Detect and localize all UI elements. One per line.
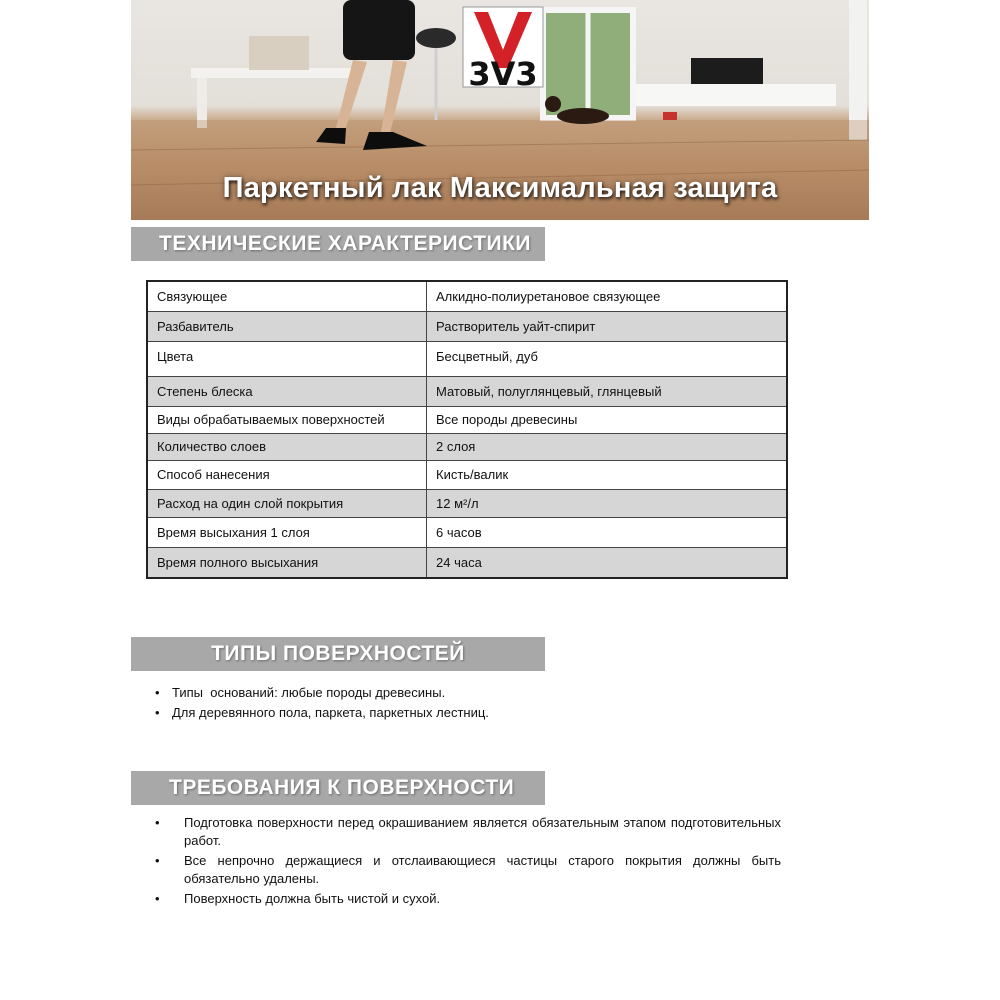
spec-value: 6 часов [427,517,788,547]
spec-label: Время полного высыхания [147,547,427,578]
spec-label: Расход на один слой покрытия [147,489,427,517]
brand-logo [462,6,544,88]
table-row [147,517,787,547]
requirements-section-header: ТРЕБОВАНИЯ К ПОВЕРХНОСТИ [131,771,545,805]
spec-value: Растворитель уайт-спирит [427,311,788,341]
spec-label: Способ нанесения [147,460,427,489]
spec-label: Количество слоев [147,433,427,460]
spec-value: Все породы древесины [427,406,788,433]
logo-text: 3V3 [468,55,538,88]
spec-value: 2 слоя [427,433,788,460]
table-row [147,489,787,517]
list-item: • Для деревянного пола, паркета, паркетных лестниц. [155,703,489,723]
specs-section-header: ТЕХНИЧЕСКИЕ ХАРАКТЕРИСТИКИ [131,227,545,261]
list-item: • Поверхность должна быть чистой и сухой. [155,890,781,908]
list-item: • Все непрочно держащиеся и отслаивающиеся частицы старого покрытия должны быть обязательно удалены. [155,852,781,888]
spec-label: Разбавитель [147,311,427,341]
table-row [147,311,787,341]
table-row [147,406,787,433]
product-title: Паркетный лак Максимальная защита [222,172,778,204]
specs-table [146,280,788,579]
spec-value: Алкидно-полиуретановое связующее [427,281,788,311]
table-row [147,281,787,311]
spec-label: Степень блеска [147,376,427,406]
spec-value: Бесцветный, дуб [427,341,788,376]
requirements-list [155,814,781,910]
surfaces-section-header: ТИПЫ ПОВЕРХНОСТЕЙ [131,637,545,671]
spec-label: Виды обрабатываемых поверхностей [147,406,427,433]
list-item: • Типы оснований: любые породы древесины. [155,683,489,703]
list-item: • Подготовка поверхности перед окрашиванием является обязательным этапом подготовительных работ. [155,814,781,850]
table-row [147,433,787,460]
table-row [147,341,787,376]
spec-label: Связующее [147,281,427,311]
spec-label: Время высыхания 1 слоя [147,517,427,547]
spec-value: Матовый, полуглянцевый, глянцевый [427,376,788,406]
table-row [147,376,787,406]
surfaces-list [155,683,489,723]
table-row [147,547,787,578]
spec-label: Цвета [147,341,427,376]
table-row [147,460,787,489]
spec-value: 24 часа [427,547,788,578]
hero-banner [131,0,869,220]
spec-value: 12 м²/л [427,489,788,517]
spec-value: Кисть/валик [427,460,788,489]
